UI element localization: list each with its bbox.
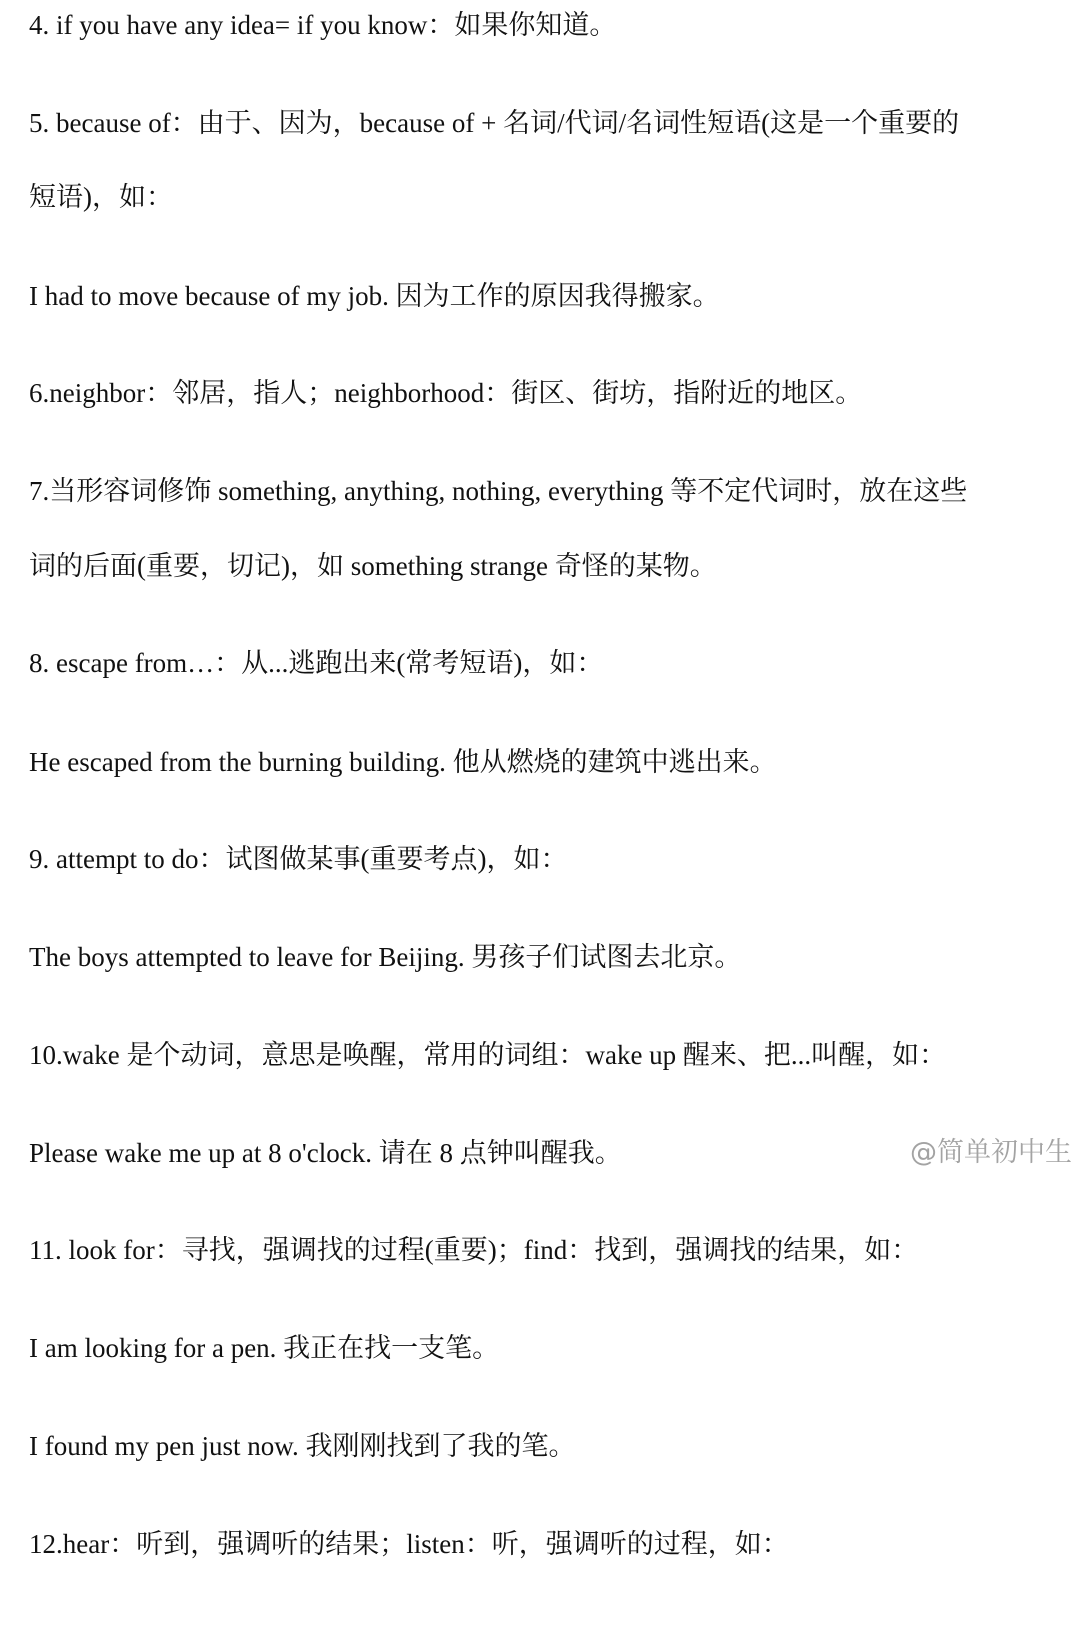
text-line: I found my pen just now. 我刚刚找到了我的笔。 bbox=[29, 1431, 576, 1461]
text-line: 7.当形容词修饰 something, anything, nothing, everything 等不定代词时，放在这些 bbox=[29, 476, 968, 506]
text-line: Please wake me up at 8 o'clock. 请在 8 点钟叫醒我。 bbox=[29, 1138, 622, 1168]
text-line: 10.wake 是个动词，意思是唤醒，常用的词组：wake up 醒来、把...叫醒，如： bbox=[29, 1040, 947, 1070]
text-line: He escaped from the burning building. 他从燃烧的建筑中逃出来。 bbox=[29, 747, 777, 777]
text-line: 11. look for：寻找，强调找的过程(重要)；find：找到，强调找的结果，如： bbox=[29, 1235, 919, 1265]
text-line: 4. if you have any idea= if you know：如果你知道。 bbox=[29, 10, 617, 40]
text-line: 词的后面(重要，切记)，如 something strange 奇怪的某物。 bbox=[29, 551, 717, 581]
text-line: 9. attempt to do：试图做某事(重要考点)，如： bbox=[29, 844, 568, 874]
text-line: I had to move because of my job. 因为工作的原因我得搬家。 bbox=[29, 281, 720, 311]
watermark: @简单初中生 bbox=[910, 1137, 1072, 1168]
text-line: The boys attempted to leave for Beijing. 男孩子们试图去北京。 bbox=[29, 942, 742, 972]
text-line: 12.hear：听到，强调听的结果；listen：听，强调听的过程，如： bbox=[29, 1529, 789, 1559]
text-line: I am looking for a pen. 我正在找一支笔。 bbox=[29, 1333, 500, 1363]
text-line: 短语)，如： bbox=[29, 182, 173, 212]
text-line: 5. because of：由于、因为，because of + 名词/代词/名词性短语(这是一个重要的 bbox=[29, 108, 960, 138]
text-line: 6.neighbor：邻居，指人；neighborhood：街区、街坊，指附近的地区。 bbox=[29, 378, 863, 408]
text-line: 8. escape from…：从...逃跑出来(常考短语)，如： bbox=[29, 648, 604, 678]
